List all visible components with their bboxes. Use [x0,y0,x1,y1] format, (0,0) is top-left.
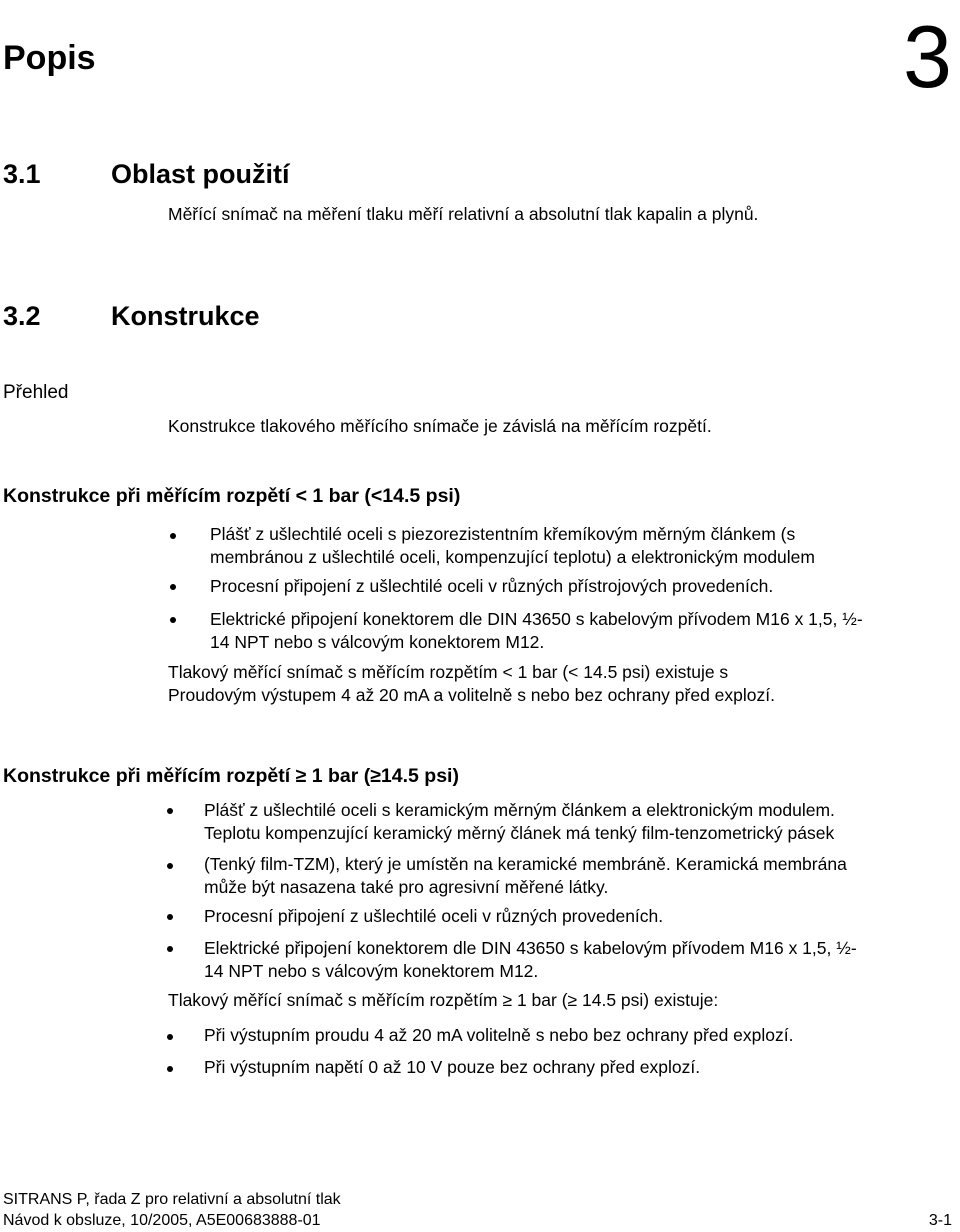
section-title: Oblast použití [111,159,290,189]
overview-text: Konstrukce tlakového měřícího snímače je závislá na měřícím rozpětí. [168,416,712,436]
bullet-icon [167,808,173,814]
note-text: Tlakový měřící snímač s měřícím rozpětím ≥ 1 bar (≥ 14.5 psi) existuje: [168,990,719,1010]
section-number: 3.2 [3,301,41,331]
list-item: 14 NPT nebo s válcovým konektorem M12. [210,632,545,652]
list-item: Procesní připojení z ušlechtilé oceli v různých provedeních. [204,906,664,926]
list-item: může být nasazena také pro agresivní měřené látky. [204,877,609,897]
note-text: Proudovým výstupem 4 až 20 mA a volitelně s nebo bez ochrany před explozí. [168,685,775,705]
note-text: Tlakový měřící snímač s měřícím rozpětím < 1 bar (< 14.5 psi) existuje s [168,662,729,682]
bullet-icon [170,533,176,539]
list-item: 14 NPT nebo s válcovým konektorem M12. [204,961,539,981]
design-low-heading: Konstrukce při měřícím rozpětí < 1 bar (<14.5 psi) [3,485,461,507]
bullet-icon [167,1034,173,1040]
section-text: Měřící snímač na měření tlaku měří relativní a absolutní tlak kapalin a plynů. [168,204,759,224]
list-item: (Tenký film-TZM), který je umístěn na keramické membráně. Keramická membrána [204,854,847,874]
list-item: Při výstupním proudu 4 až 20 mA volitelně s nebo bez ochrany před explozí. [204,1025,794,1045]
bullet-icon [170,584,176,590]
section-number: 3.1 [3,159,41,189]
list-item: Při výstupním napětí 0 až 10 V pouze bez ochrany před explozí. [204,1057,701,1077]
footer-product: SITRANS P, řada Z pro relativní a absolutní tlak [3,1191,341,1208]
list-item: membránou z ušlechtilé oceli, kompenzující teplotu) a elektronickým modulem [210,547,815,567]
chapter-number: 3 [903,7,952,106]
list-item: Elektrické připojení konektorem dle DIN 43650 s kabelovým přívodem M16 x 1,5, ½- [210,609,863,629]
bullet-icon [167,914,173,920]
list-item: Plášť z ušlechtilé oceli s keramickým měrným článkem a elektronickým modulem. [204,800,835,820]
list-item: Plášť z ušlechtilé oceli s piezorezistentním křemíkovým měrným článkem (s [210,524,796,544]
bullet-icon [167,863,173,869]
bullet-icon [170,617,176,623]
design-high-heading: Konstrukce při měřícím rozpětí ≥ 1 bar (≥14.5 psi) [3,765,459,787]
footer-manual: Návod k obsluze, 10/2005, A5E00683888-01 [3,1212,321,1229]
overview-label: Přehled [3,382,69,403]
list-item: Elektrické připojení konektorem dle DIN 43650 s kabelovým přívodem M16 x 1,5, ½- [204,938,857,958]
bullet-icon [167,946,173,952]
page-number: 3-1 [928,1212,952,1229]
bullet-icon [167,1066,173,1072]
list-item: Procesní připojení z ušlechtilé oceli v různých přístrojových provedeních. [210,576,774,596]
page-title: Popis [3,39,96,77]
section-title: Konstrukce [111,301,260,331]
list-item: Teplotu kompenzující keramický měrný článek má tenký film-tenzometrický pásek [204,823,835,843]
